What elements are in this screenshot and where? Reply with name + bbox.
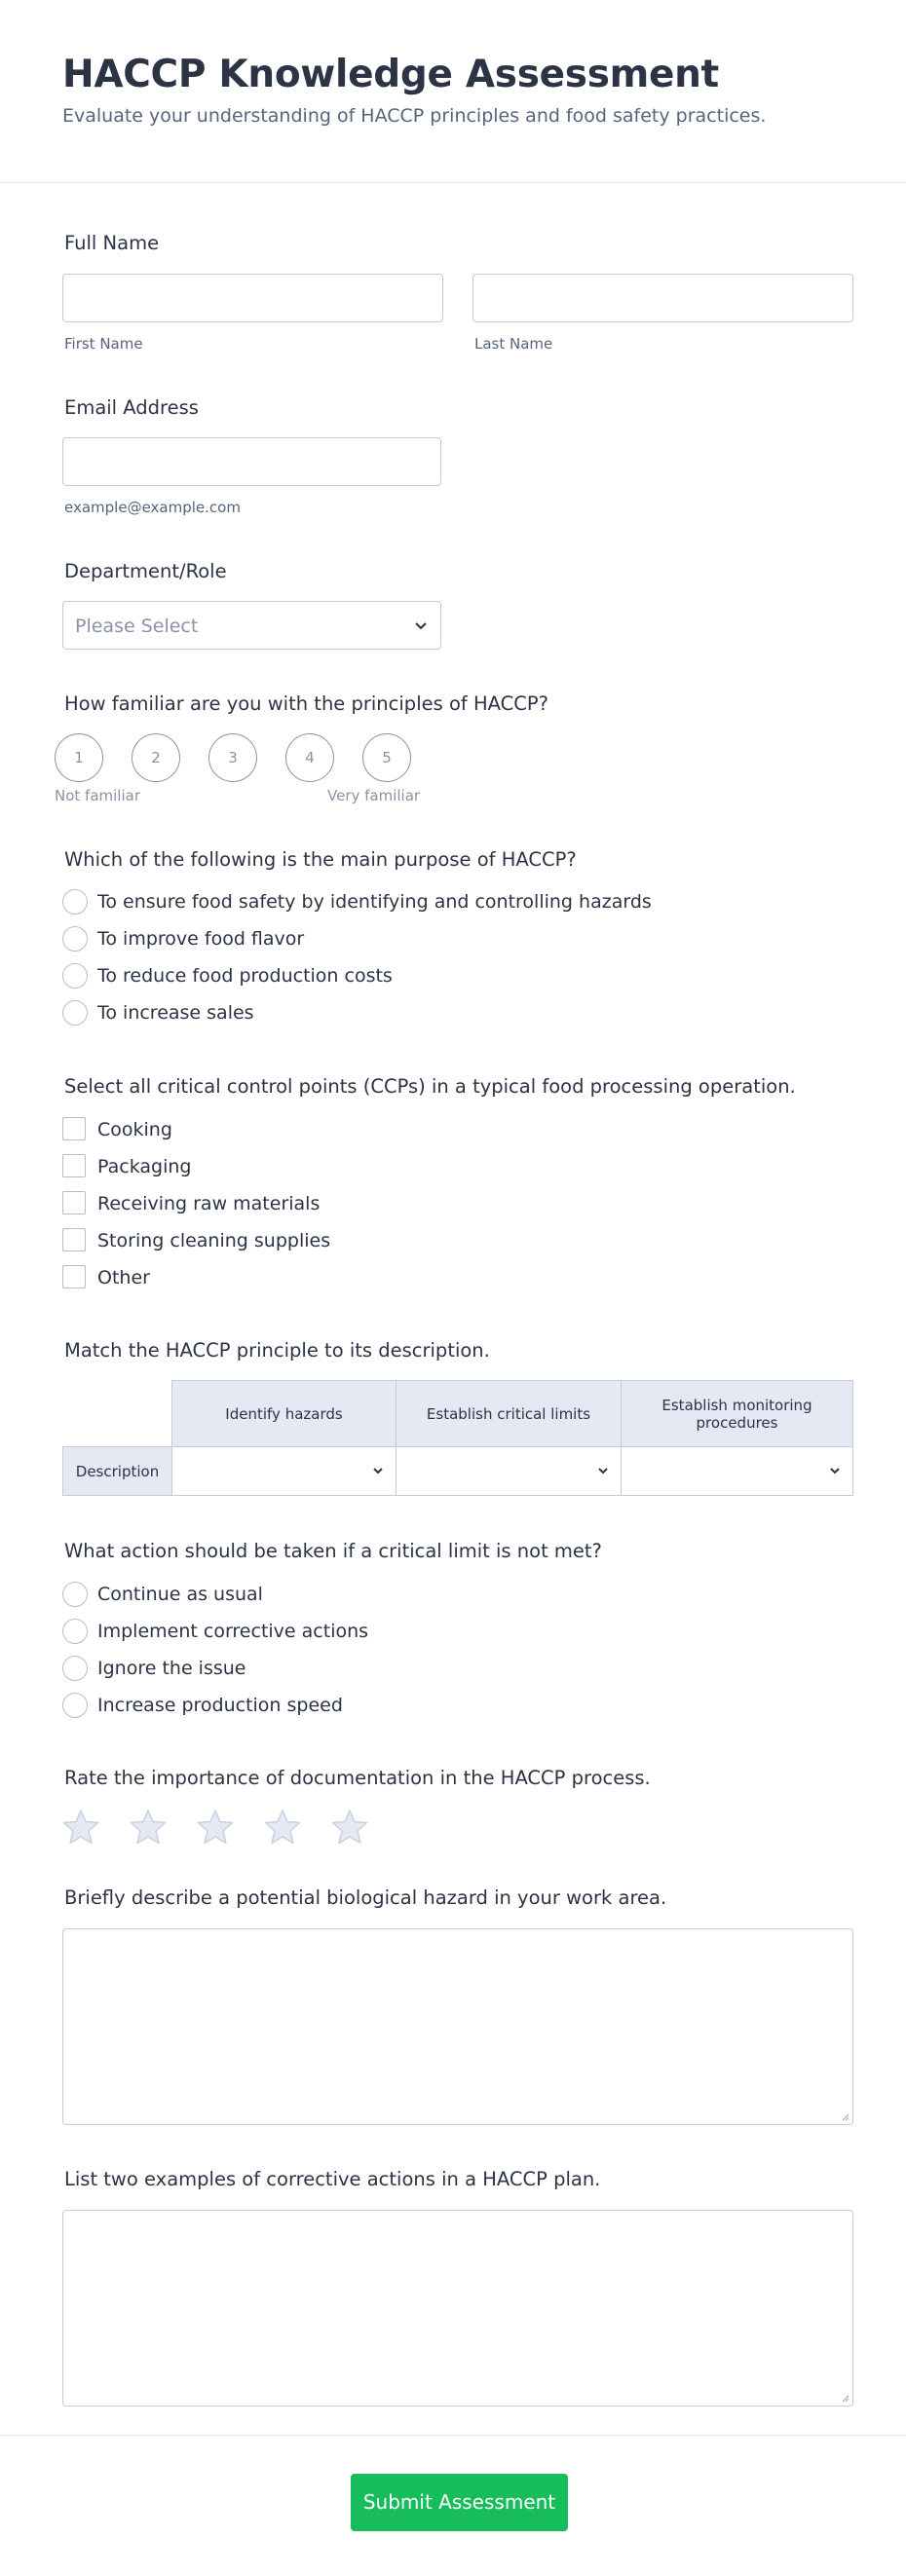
matrix-select-identify-hazards[interactable] [171,1446,396,1496]
scale-option-3[interactable]: 3 [208,733,257,782]
scale-option-4[interactable]: 4 [285,733,334,782]
chevron-down-icon [595,1463,611,1478]
purpose-label: Which of the following is the main purpose of HACCP? [64,848,577,871]
radio-button[interactable] [62,1582,88,1607]
checkbox[interactable] [62,1191,86,1214]
documentation-label: Rate the importance of documentation in the HACCP process. [64,1767,651,1789]
chevron-down-icon [827,1463,843,1478]
radio-button[interactable] [62,889,88,915]
scale-high-label: Very familiar [327,787,421,804]
critical-limit-label: What action should be taken if a critical limit is not met? [64,1540,602,1562]
checkbox[interactable] [62,1228,86,1251]
radio-button[interactable] [62,963,88,989]
matrix-label: Match the HACCP principle to its description. [64,1339,490,1362]
scale-low-label: Not familiar [55,787,140,804]
corrective-label: List two examples of corrective actions in a HACCP plan. [64,2168,601,2190]
email-input[interactable] [62,437,441,486]
scale-option-2[interactable]: 2 [132,733,180,782]
resize-grip-icon [840,2111,849,2121]
ccps-label: Select all critical control points (CCPs) in a typical food processing operation. [64,1075,796,1098]
checkbox[interactable] [62,1265,86,1288]
bio-hazard-label: Briefly describe a potential biological hazard in your work area. [64,1886,667,1909]
checkbox[interactable] [62,1154,86,1177]
matrix-select-critical-limits[interactable] [396,1446,622,1496]
last-name-input[interactable] [472,274,853,322]
chevron-down-icon [370,1463,386,1478]
resize-grip-icon [840,2393,849,2403]
page-title: HACCP Knowledge Assessment [62,53,719,96]
corrective-textarea[interactable] [62,2210,853,2407]
department-select[interactable] [62,601,441,650]
star-icon[interactable] [263,1808,302,1847]
full-name-label: Full Name [64,232,160,254]
last-name-sublabel: Last Name [474,335,553,353]
matrix-table [62,1380,853,1496]
radio-button[interactable] [62,926,88,952]
bio-hazard-textarea[interactable] [62,1928,853,2125]
star-icon[interactable] [196,1808,235,1847]
submit-button[interactable]: Submit Assessment [351,2474,568,2531]
checkbox[interactable] [62,1117,86,1140]
star-icon[interactable] [61,1808,100,1847]
chevron-down-icon [413,617,429,633]
radio-button[interactable] [62,1000,88,1026]
radio-button[interactable] [62,1619,88,1644]
star-icon[interactable] [330,1808,369,1847]
matrix-column-header: Establish critical limits [396,1380,622,1447]
matrix-column-header: Identify hazards [171,1380,396,1447]
matrix-column-header: Establish monitoring procedures [621,1380,853,1447]
matrix-select-monitoring[interactable] [621,1446,853,1496]
first-name-input[interactable] [62,274,443,322]
star-icon[interactable] [129,1808,168,1847]
scale-option-1[interactable]: 1 [55,733,103,782]
email-label: Email Address [64,396,199,419]
email-sublabel: example@example.com [64,499,241,516]
scale-option-5[interactable]: 5 [362,733,411,782]
matrix-row-header: Description [62,1446,172,1496]
page-subtitle: Evaluate your understanding of HACCP principles and food safety practices. [62,105,767,127]
familiarity-label: How familiar are you with the principles of HACCP? [64,692,548,715]
form-header [0,0,906,183]
department-label: Department/Role [64,560,227,582]
first-name-sublabel: First Name [64,335,143,353]
department-placeholder: Please Select [75,616,199,637]
radio-button[interactable] [62,1693,88,1718]
radio-button[interactable] [62,1656,88,1681]
